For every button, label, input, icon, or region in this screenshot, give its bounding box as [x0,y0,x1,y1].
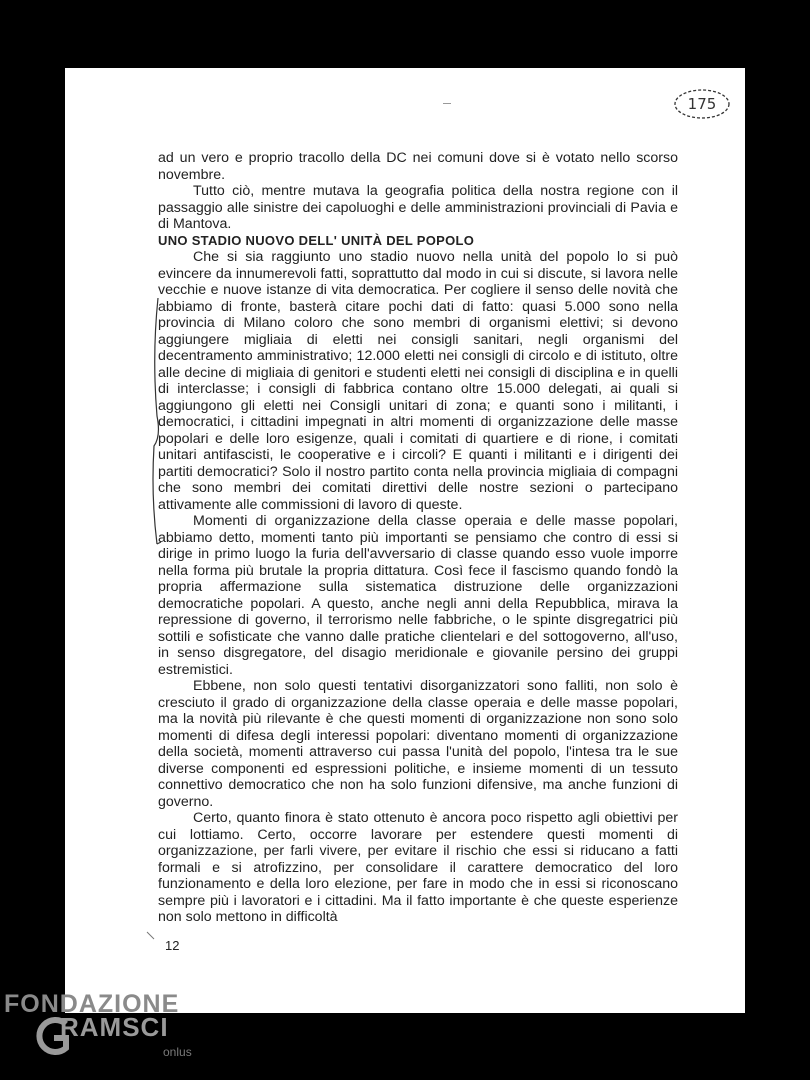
paragraph: Ebbene, non solo questi tentativi disorganizzatori sono falliti, non solo è cresciuto il grado di organizzazione della classe operaia e delle masse popolari, ma la novità più rilevante è che questi momenti di organizzazione non sono solo momenti di difesa degli interessi popolari: diventano momenti di organizzazione della società, momenti attraverso cui passa l'unità del popolo, l'intesa tra le sue diverse componenti ed espressioni politiche, e insieme momenti di un tessuto connettivo democratico che non ha solo funzioni difensive, ma anche funzioni di governo. [158,678,678,810]
paragraph: Che si sia raggiunto uno stadio nuovo nella unità del popolo lo si può evincere da innumerevoli fatti, soprattutto dal modo in cui si discute, si lavora nelle vecchie e nuove istanze di vita democratica. Per cogliere il senso delle novità che abbiamo di fronte, basterà citare pochi dati di fatto: quasi 5.000 sono nella provincia di Milano coloro che sono membri di organismi elettivi; si devono aggiungere migliaia di eletti nei consigli sanitari, negli organismi del decentramento amministrativo; 12.000 eletti nei consigli di circolo e di istituto, oltre alle decine di migliaia di genitori e studenti eletti nei consigli di disciplina e in quelli di interclasse; i consigli di fabbrica contano oltre 15.000 delegati, ai quali si aggiungono gli eletti nei Consigli unitari di zona; e quanti sono i militanti, i democratici, i cittadini impegnati in altri momenti di organizzazione delle masse popolari e delle loro esigenze, quali i comitati di quartiere e di rione, i comitati unitari antifascisti, le cooperative e i circoli? E quanti i militanti e i dirigenti dei partiti democratici? Solo il nostro partito conta nella provincia migliaia di compagni che sono membri dei comitati direttivi delle nostre sezioni o partecipano attivamente alle commissioni di lavoro di queste. [158,249,678,513]
pencil-mark [146,931,156,941]
document-body [158,150,678,926]
section-heading: UNO STADIO NUOVO DELL' UNITÀ DEL POPOLO [158,232,475,248]
paragraph: Certo, quanto finora è stato ottenuto è ancora poco rispetto agli obiettivi per cui lottiamo. Certo, occorre lavorare per estendere questi momenti di organizzazione, per farli vivere, per evitare il rischio che essi si riducano a fatti formali e si atrofizzino, per consolidare il carattere democratico del loro funzionamento e della loro elezione, per fare in modo che in essi si riconoscano sempre più i lavoratori e i cittadini. Ma il fatto importante è che queste esperienze non solo mettono in difficoltà [158,810,678,925]
stamp-number: 175 [687,95,717,113]
watermark-logo [0,990,230,1075]
paragraph: Momenti di organizzazione della classe operaia e delle masse popolari, abbiamo detto, momenti tanto più importanti se pensiamo che contro di essi si dirige in primo luogo la furia dell'avversario di classe quando esso vuole imporre nella forma più brutale la propria dittatura. Così fece il fascismo quando fondò la propria affermazione sulla sistematica distruzione delle organizzazioni democratiche popolari. A questo, anche negli anni della Repubblica, mirava la repressione di governo, il terrorismo nelle fabbriche, o le spinte disgregatrici più sottili e sofisticate che vanno dalle pratiche clientelari e del sottogoverno, all'uso, in senso disgregatore, del disagio meridionale e giovanile persino dei gruppi estremistici. [158,513,678,678]
page-number: 12 [165,938,180,953]
paragraph: ad un vero e proprio tracollo della DC nei comuni dove si è votato nello scorso novembre. [158,150,678,183]
archive-stamp [672,87,732,121]
paragraph: Tutto ciò, mentre mutava la geografia politica della nostra regione con il passaggio alle sinistre dei capoluoghi e delle amministrazioni provinciali di Pavia e di Mantova. [158,183,678,232]
watermark-sub: onlus [163,1045,192,1059]
watermark-line1: FONDAZIONE [4,990,180,1018]
page-mark [443,103,451,104]
watermark-line2: RAMSCI [60,1012,169,1042]
